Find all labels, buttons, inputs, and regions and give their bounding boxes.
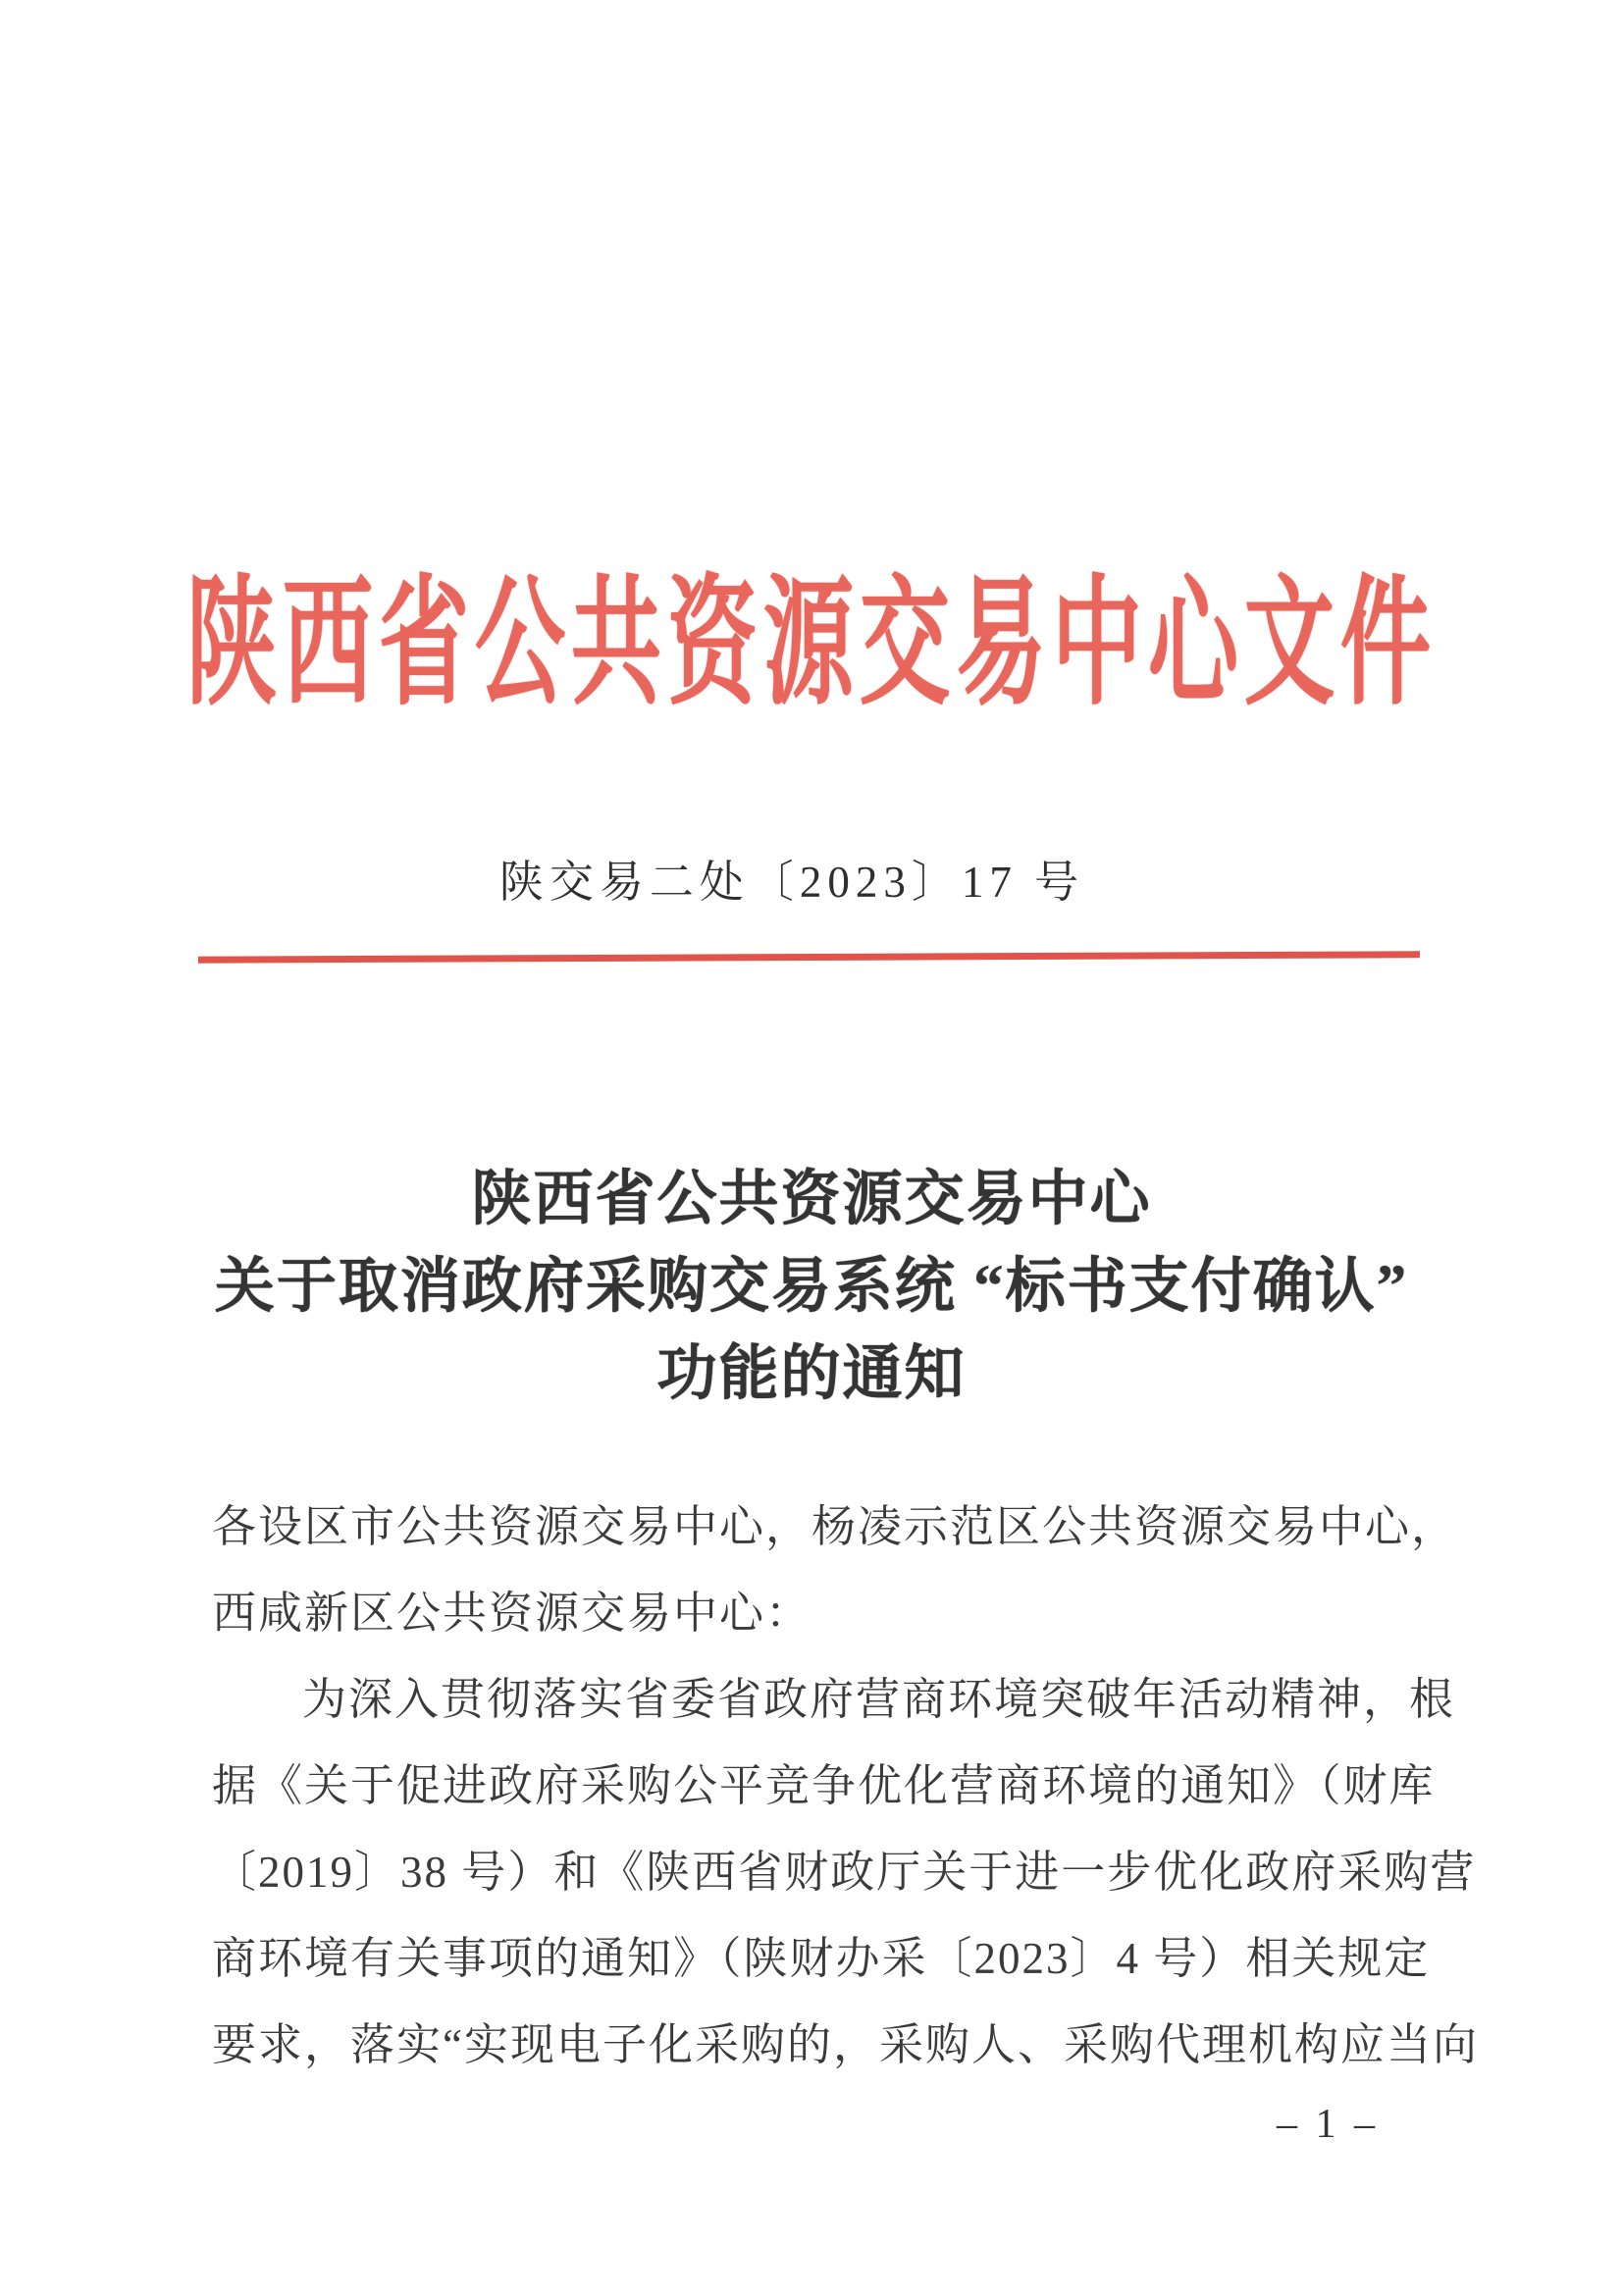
body-line-salutation: 西咸新区公共资源交易中心： bbox=[212, 1589, 812, 1638]
notice-title bbox=[0, 1156, 1623, 1418]
red-divider-line bbox=[198, 951, 1420, 963]
body-text bbox=[212, 1484, 1479, 2088]
body-line: 据《关于促进政府采购公平竞争优化营商环境的通知》（财库 bbox=[212, 1761, 1436, 1810]
body-line: 商环境有关事项的通知》（陕财办采〔2023〕4 号）相关规定 bbox=[212, 1934, 1431, 1983]
body-line: 要求，落实“实现电子化采购的，采购人、采购代理机构应当向 bbox=[212, 2020, 1479, 2069]
body-line: 为深入贯彻落实省委省政府营商环境突破年活动精神，根 bbox=[302, 1675, 1456, 1724]
page-number: – 1 – bbox=[1277, 2102, 1379, 2147]
body-line-salutation: 各设区市公共资源交易中心，杨凌示范区公共资源交易中心， bbox=[212, 1502, 1458, 1551]
notice-title-line: 陕西省公共资源交易中心 bbox=[471, 1167, 1152, 1232]
letterhead-title: 陕西省公共资源交易中心文件 bbox=[185, 566, 1437, 722]
letterhead-banner bbox=[0, 566, 1623, 722]
notice-title-line: 关于取消政府采购交易系统 “标书支付确认” bbox=[214, 1254, 1409, 1320]
document-number: 陕交易二处〔2023〕17 号 bbox=[498, 858, 1085, 907]
notice-title-line: 功能的通知 bbox=[656, 1341, 967, 1407]
body-line: 〔2019〕38 号）和《陕西省财政厅关于进一步优化政府采购营 bbox=[212, 1848, 1477, 1897]
